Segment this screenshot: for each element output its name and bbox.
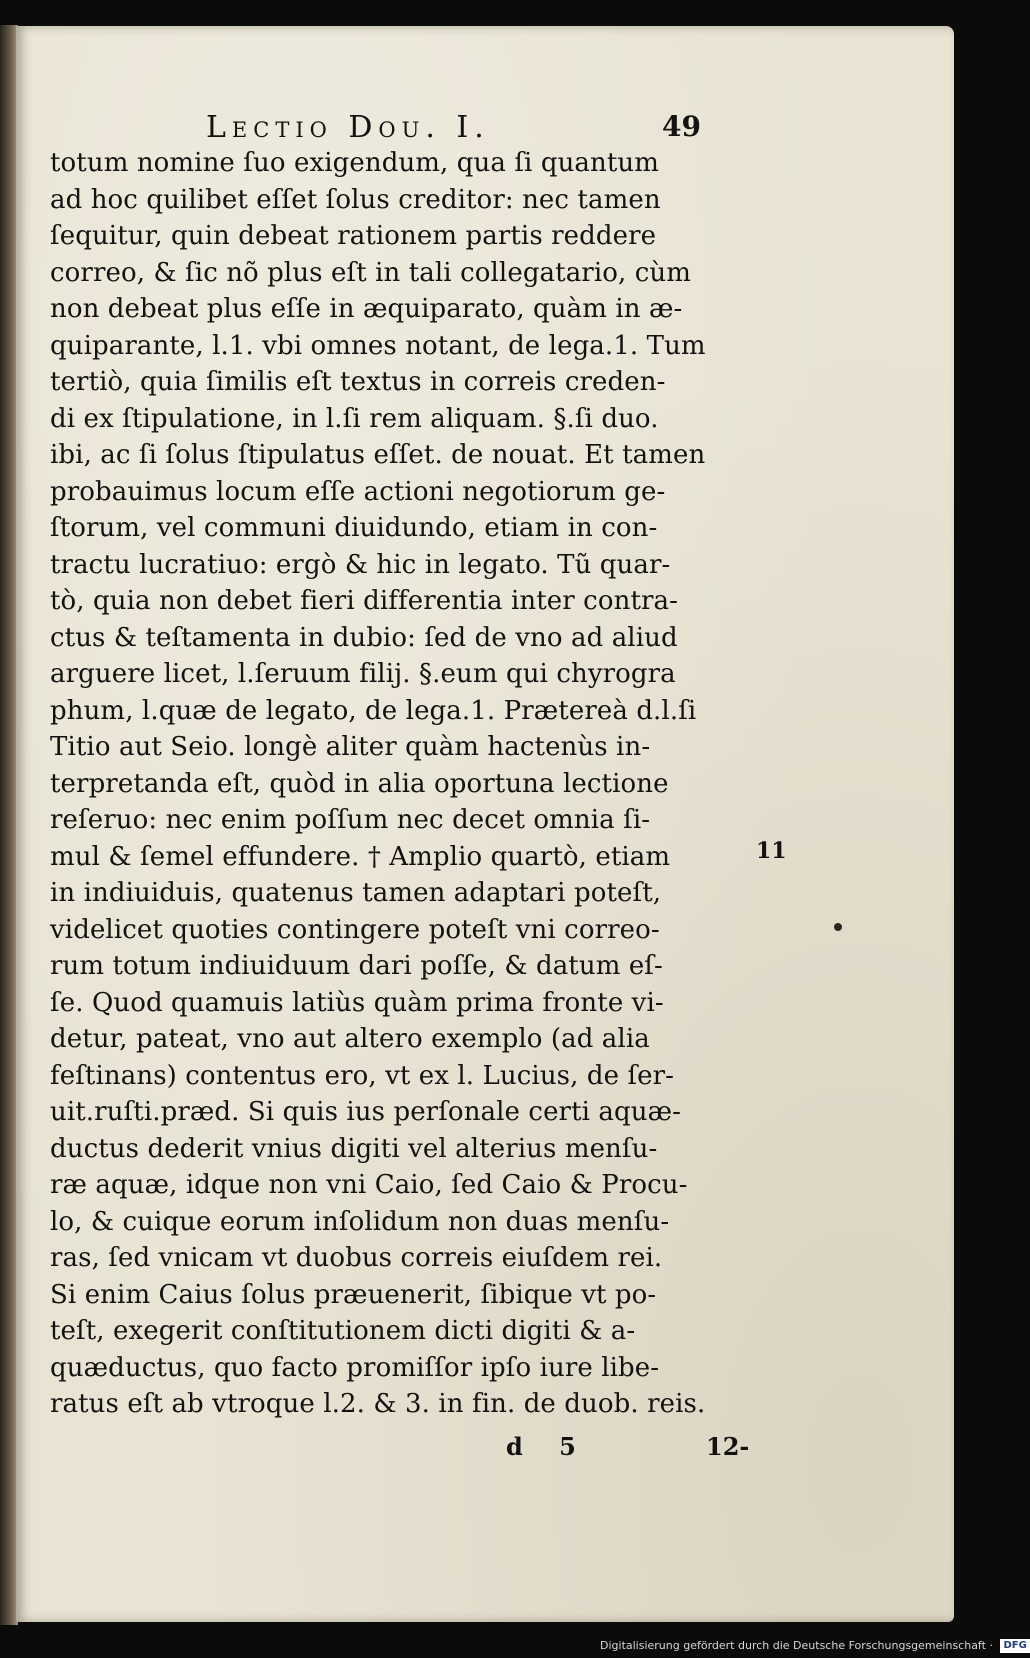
text-line: ræ aquæ, idque non vni Caio, ſed Caio & Procu- — [50, 1170, 688, 1200]
text-line: teſt, exegerit conſtitutionem dicti digiti & a- — [50, 1316, 636, 1346]
ink-spot — [834, 923, 842, 931]
text-line: tò, quia non debet fieri differentia inter contra- — [50, 586, 679, 616]
text-line: ratus eſt ab vtroque l.2. & 3. in fin. de duob. reis. — [50, 1389, 706, 1419]
text-line: feſtinans) contentus ero, vt ex l. Lucius, de ſer- — [50, 1060, 675, 1091]
text-line: lo, & cuique eorum inſolidum non duas menſu- — [50, 1206, 670, 1237]
text-line: ras, ſed vnicam vt duobus correis eiuſdem rei. — [50, 1243, 663, 1273]
margin-note: 11 — [756, 838, 787, 864]
text-line: ibi, ac ſi ſolus ſtipulatus eſſet. de nouat. Et tamen — [50, 440, 706, 470]
text-line: probauimus locum eſſe actioni negotiorum ge- — [50, 476, 666, 507]
text-line: phum, l.quæ de legato, de lega.1. Prætereà d.l.ſi — [50, 695, 697, 726]
text-line: in indiuiduis, quatenus tamen adaptari poteſt, — [50, 878, 662, 908]
text-line: non debeat plus eſſe in æquiparato, quàm in æ- — [50, 294, 683, 324]
text-line: terpretanda eſt, quòd in alia oportuna lectione — [50, 768, 669, 799]
running-head — [206, 104, 706, 150]
text-line: tractu lucratiuo: ergò & hic in legato. Tũ quar- — [50, 549, 671, 580]
text-line: ſe. Quod quamuis latiùs quàm prima fronte vi- — [50, 987, 664, 1018]
text-line: ctus & teſtamenta in dubio: ſed de vno ad aliud — [50, 622, 678, 653]
text-line: quiparante, l.1. vbi omnes notant, de lega.1. Tum — [50, 330, 706, 361]
text-line: ad hoc quilibet eſſet ſolus creditor: nec tamen — [50, 184, 661, 215]
signature-mark: d 5 — [506, 1432, 590, 1461]
book-page — [16, 26, 954, 1622]
text-line: ſtorum, vel communi diuidundo, etiam in con- — [50, 513, 658, 543]
text-line: rum totum indiuiduum dari poſſe, & datum eſ- — [50, 951, 663, 981]
credit-text: Digitalisierung gefördert durch die Deutsche Forschungsgemeinschaft — [600, 1639, 986, 1652]
text-line: ſequitur, quin debeat rationem partis reddere — [50, 221, 657, 251]
text-line: ductus dederit vnius digiti vel alterius menſu- — [50, 1133, 658, 1164]
catchword: 12- — [706, 1432, 750, 1461]
text-line: detur, pateat, vno aut altero exemplo (ad alia — [50, 1024, 650, 1054]
text-line: arguere licet, l.ſeruum filij. §.eum qui chyrogra — [50, 659, 676, 689]
text-line: Si enim Caius ſolus præuenerit, ſibique vt po- — [50, 1279, 657, 1310]
page-number: 49 — [662, 110, 701, 143]
text-line: quæductus, quo facto promiſſor ipſo iure libe- — [50, 1352, 660, 1383]
text-line: uit.ruſti.præd. Si quis ius perſonale certi aquæ- — [50, 1097, 682, 1127]
text-line: reſeruo: nec enim poſſum nec decet omnia ſi- — [50, 805, 651, 835]
text-line: correo, & ſic nõ plus eſt in tali collegatario, cùm — [50, 257, 691, 288]
digitization-credit: Digitalisierung gefördert durch die Deutsche Forschungsgemeinschaft · DFG — [600, 1636, 996, 1656]
text-line: mul & ſemel effundere. † Amplio quartò, etiam — [50, 841, 671, 872]
text-line: di ex ſtipulatione, in l.ſi rem aliquam. §.ſi duo. — [50, 403, 659, 434]
text-line: videlicet quoties contingere poteſt vni correo- — [50, 914, 660, 945]
dfg-logo: DFG — [1000, 1639, 1029, 1653]
text-line: totum nomine ſuo exigendum, qua ſi quantum — [50, 148, 660, 178]
text-line: Titio aut Seio. longè aliter quàm hactenùs in- — [50, 732, 651, 762]
body-text — [50, 145, 740, 1423]
running-head-title: Lectio Dou. I. — [206, 110, 490, 145]
text-line: tertiò, quia ſimilis eſt textus in correis creden- — [50, 367, 666, 397]
